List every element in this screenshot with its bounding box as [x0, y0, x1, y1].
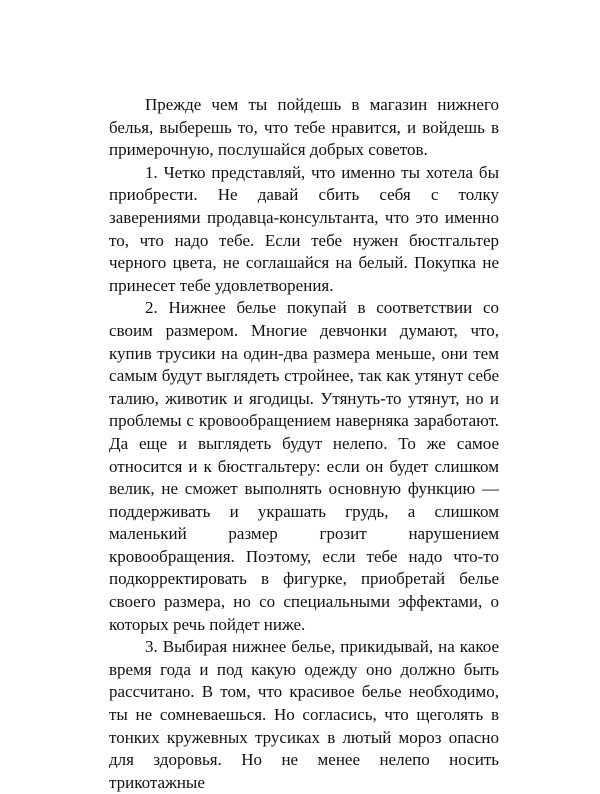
paragraph-tip-2: 2. Нижнее белье покупай в соответствии со своим размером. Многие девчонки думают, что, купив трусики на один-два размера меньше, они тем самым будут выглядеть стройнее, так как утянут себе талию, животик и ягодицы. Утянуть-то утянут, но и проблемы с кровообращением наверняка заработают. Да еще и выглядеть будут нелепо. То же самое относится и к бюстгальтеру: если он будет слишком велик, не сможет выполнять основную функцию — поддерживать и украшать грудь, а слишком маленький размер грозит нарушением кровообращения. Поэтому, если тебе надо что-то подкорректировать в фигурке, приобретай белье своего размера, но со специальными эффектами, о которых речь пойдет ниже.: [109, 298, 499, 634]
body-text: [109, 94, 499, 794]
paragraph-tip-1: 1. Четко представляй, что именно ты хотела бы приобрести. Не давай сбить себя с толку заверениями продавца-консультанта, что это именно то, что надо тебе. Если тебе нужен бюстгальтер черного цвета, не соглашайся на белый. Покупка не принесет тебе удовлетворения.: [109, 162, 499, 295]
paragraph-tip-3: 3. Выбирая нижнее белье, прикидывай, на какое время года и под какую одежду оно должно быть рассчитано. В том, что красивое белье необходимо, ты не сомневаешься. Но согласись, что щеголять в тонких кружевных трусиках в лютый мороз опасно для здоровья. Но не менее нелепо носить трикотажные: [109, 637, 499, 792]
paragraph-intro: Прежде чем ты пойдешь в магазин нижнего белья, выберешь то, что тебе нравится, и войдешь в примерочную, послушайся добрых советов.: [109, 95, 499, 160]
